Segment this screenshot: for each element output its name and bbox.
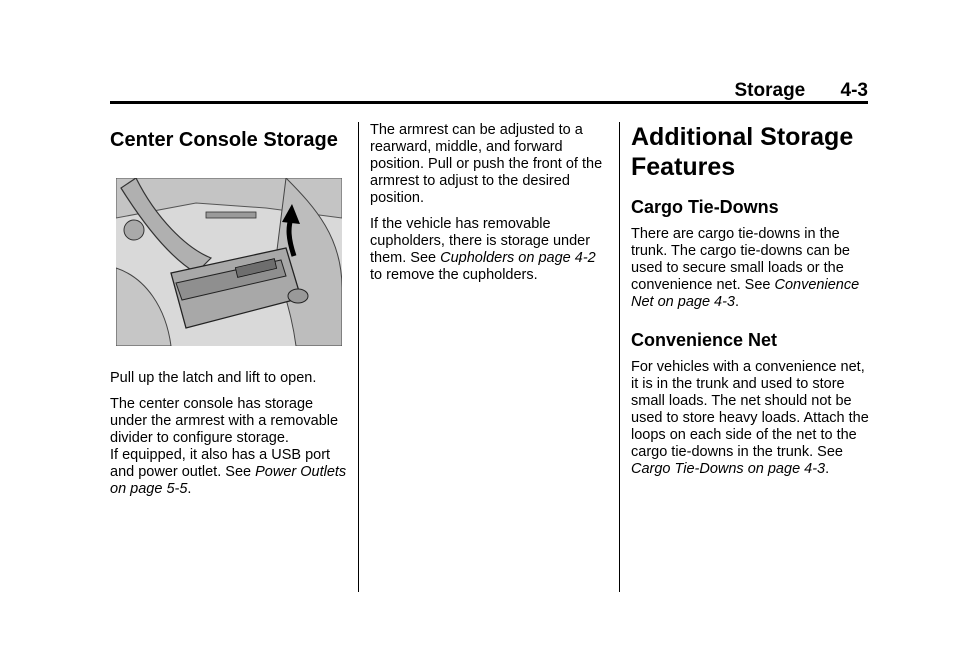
section-title: Storage	[734, 80, 806, 101]
column-divider-1	[358, 122, 359, 592]
convenience-net-heading: Convenience Net	[631, 330, 778, 350]
convenience-net-ref: Convenience Net on page 4-3	[631, 277, 860, 310]
center-console-illustration	[116, 178, 342, 346]
column-divider-2	[619, 122, 620, 592]
center-console-heading: Center Console Storage	[110, 129, 338, 151]
cargo-tie-downs-ref: Cargo Tie-Downs on page 4-3	[631, 461, 826, 477]
console-paragraph: The center console has storage under the armrest with a removable divider to configure storage.	[110, 396, 339, 446]
cupholders-ref: Cupholders on page 4-2	[440, 250, 596, 266]
cargo-tie-downs-heading: Cargo Tie-Downs	[631, 197, 779, 217]
additional-storage-heading: Additional Storage Features	[631, 123, 854, 181]
right-column	[631, 122, 871, 478]
page-header	[735, 80, 869, 102]
middle-column	[370, 122, 608, 284]
page-number: 4-3	[840, 80, 868, 101]
left-column-text	[110, 370, 350, 498]
armrest-paragraph: The armrest can be adjusted to a rearward, middle, and forward position. Pull or push the front of the armrest to adjust to the desired position.	[370, 122, 603, 206]
convenience-net-paragraph: For vehicles with a convenience net, it is in the trunk and used to store small loads. The net should not be used to store heavy loads. Attach the loops on each side of the net to the cargo tie-downs in the trunk. See Cargo Tie-Downs on page 4-3.	[631, 359, 869, 477]
cupholder-paragraph: If the vehicle has removable cupholders, there is storage under them. See Cupholders on page 4-2 to remove the cupholders.	[370, 216, 596, 283]
usb-paragraph: If equipped, it also has a USB port and power outlet. See Power Outlets on page 5-5.	[110, 447, 347, 497]
power-outlets-ref: Power Outlets on page 5-5	[110, 464, 347, 497]
header-rule	[110, 101, 868, 104]
cargo-tie-downs-paragraph: There are cargo tie-downs in the trunk. The cargo tie-downs can be used to secure small loads or the convenience net. See Convenience Net on page 4-3.	[631, 226, 860, 310]
illustration-caption: Pull up the latch and lift to open.	[110, 370, 317, 386]
left-column	[110, 122, 350, 152]
